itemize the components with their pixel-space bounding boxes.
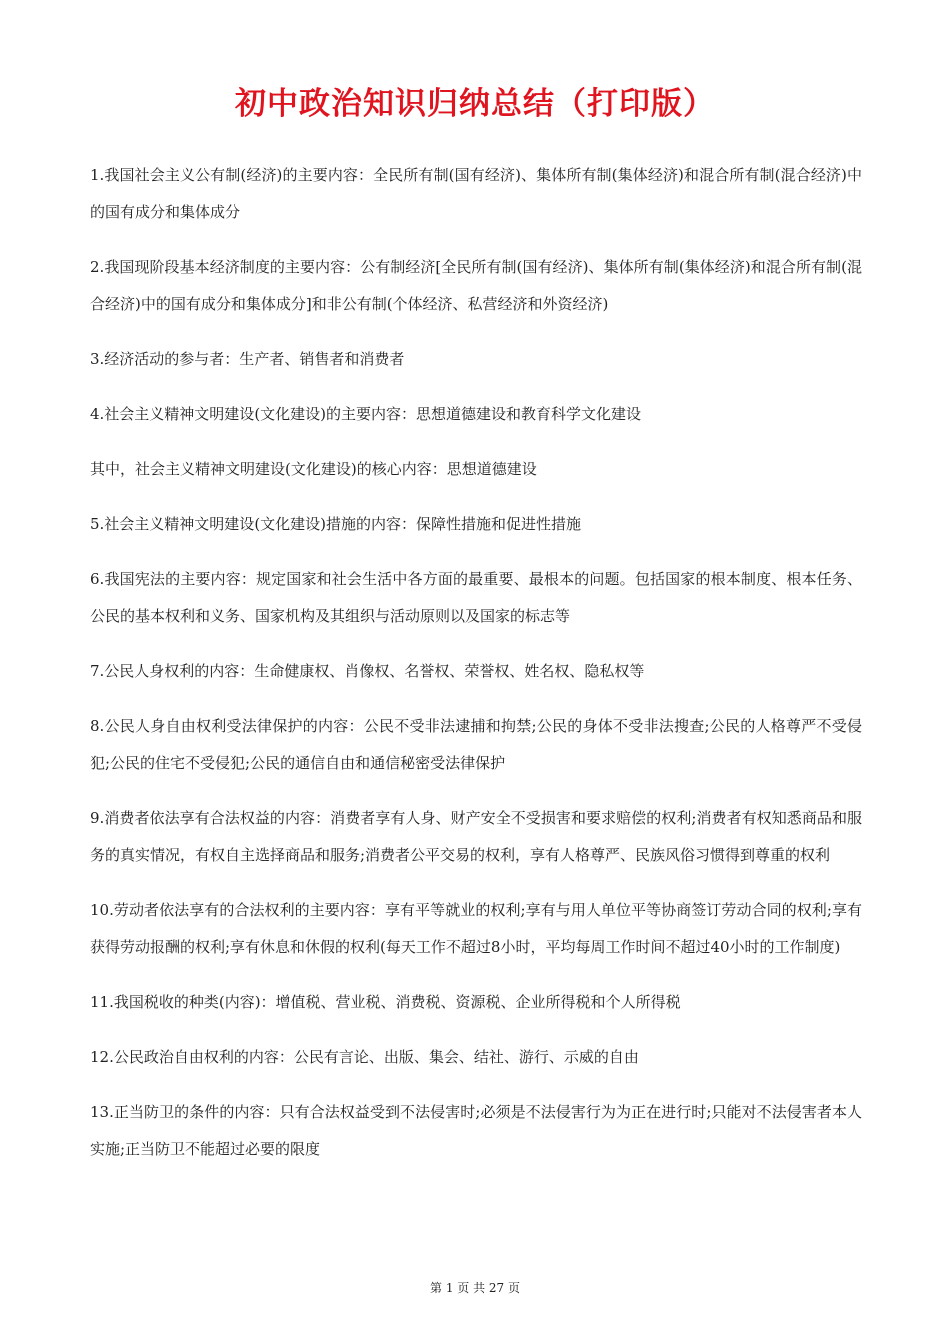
page-number-footer: 第 1 页 共 27 页 [430,1281,520,1295]
paragraph-3: 3.经济活动的参与者：生产者、销售者和消费者 [90,350,405,368]
paragraph-12: 12.公民政治自由权利的内容：公民有言论、出版、集会、结社、游行、示威的自由 [90,1048,639,1066]
paragraph-13: 13.正当防卫的条件的内容：只有合法权益受到不法侵害时;必须是不法侵害行为为正在进行时;只能对不法侵害者本人实施;正当防卫不能超过必要的限度 [90,1103,862,1158]
paragraph-5: 5.社会主义精神文明建设(文化建设)措施的内容：保障性措施和促进性措施 [90,515,582,533]
paragraph-8: 8.公民人身自由权利受法律保护的内容：公民不受非法逮捕和拘禁;公民的身体不受非法搜查;公民的人格尊严不受侵犯;公民的住宅不受侵犯;公民的通信自由和通信秘密受法律保护 [90,717,862,772]
paragraph-2: 2.我国现阶段基本经济制度的主要内容：公有制经济[全民所有制(国有经济)、集体所有制(集体经济)和混合所有制(混合经济)中的国有成分和集体成分]和非公有制(个体经济、私营经济和外资经济) [90,258,862,313]
paragraph-11: 11.我国税收的种类(内容)：增值税、营业税、消费税、资源税、企业所得税和个人所得税 [90,993,681,1011]
document-title: 初中政治知识归纳总结（打印版） [235,86,715,122]
paragraph-4: 4.社会主义精神文明建设(文化建设)的主要内容：思想道德建设和教育科学文化建设 [90,405,642,423]
paragraph-10: 10.劳动者依法享有的合法权利的主要内容：享有平等就业的权利;享有与用人单位平等协商签订劳动合同的权利;享有获得劳动报酬的权利;享有休息和休假的权利(每天工作不超过8小时，平均每周工作时间不超过40小时的工作制度) [90,901,862,956]
paragraph-7: 7.公民人身权利的内容：生命健康权、肖像权、名誉权、荣誉权、姓名权、隐私权等 [90,662,645,680]
paragraph-6: 6.我国宪法的主要内容：规定国家和社会生活中各方面的最重要、最根本的问题。包括国家的根本制度、根本任务、公民的基本权利和义务、国家机构及其组织与活动原则以及国家的标志等 [90,570,862,625]
document-body [90,157,862,1186]
paragraph-1: 1.我国社会主义公有制(经济)的主要内容：全民所有制(国有经济)、集体所有制(集体经济)和混合所有制(混合经济)中的国有成分和集体成分 [90,166,862,221]
paragraph-4-note: 其中，社会主义精神文明建设(文化建设)的核心内容：思想道德建设 [90,460,537,478]
paragraph-9: 9.消费者依法享有合法权益的内容：消费者享有人身、财产安全不受损害和要求赔偿的权利;消费者有权知悉商品和服务的真实情况，有权自主选择商品和服务;消费者公平交易的权利，享有人格尊严、民族风俗习惯得到尊重的权利 [90,809,862,864]
